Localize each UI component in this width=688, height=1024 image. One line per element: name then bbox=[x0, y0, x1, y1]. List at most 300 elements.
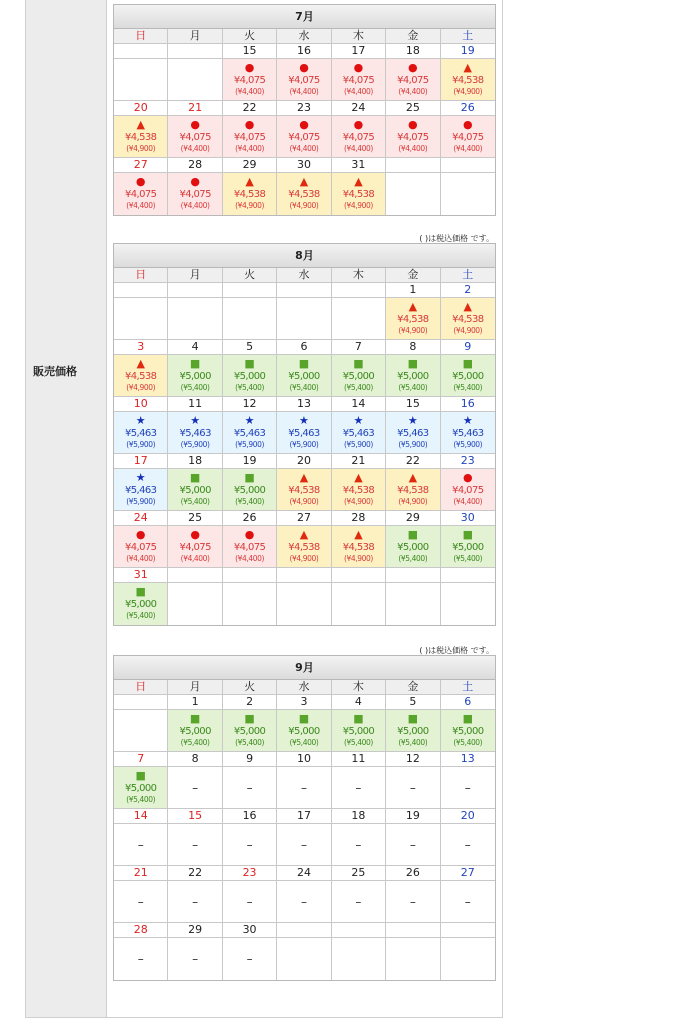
day-number: 25 bbox=[386, 101, 440, 116]
day-number: 24 bbox=[277, 866, 331, 881]
day-number: 17 bbox=[277, 809, 331, 824]
day-cell-unavailable bbox=[168, 767, 222, 809]
triangle-icon: ▲ bbox=[463, 61, 472, 74]
day-number: 5 bbox=[386, 695, 440, 710]
day-price-cell[interactable] bbox=[223, 59, 277, 101]
price-with-tax: (¥4,400) bbox=[289, 144, 319, 153]
price: ¥5,463 bbox=[233, 428, 266, 439]
star-icon: ★ bbox=[299, 414, 309, 427]
square-icon: ■ bbox=[353, 712, 364, 725]
price: ¥4,075 bbox=[452, 132, 484, 143]
day-number: 22 bbox=[168, 866, 222, 881]
day-number: 23 bbox=[441, 454, 495, 469]
square-icon: ■ bbox=[135, 585, 146, 598]
day-number: 1 bbox=[168, 695, 222, 710]
price-with-tax: (¥5,400) bbox=[180, 383, 210, 392]
day-number: 16 bbox=[441, 397, 495, 412]
day-number: 28 bbox=[168, 158, 222, 173]
price: ¥4,075 bbox=[288, 75, 320, 86]
empty-cell bbox=[332, 583, 386, 625]
circle-icon: ● bbox=[135, 528, 146, 541]
day-price-cell[interactable] bbox=[386, 298, 440, 340]
empty-day bbox=[223, 283, 277, 298]
empty-day bbox=[441, 923, 495, 938]
day-price-cell[interactable] bbox=[277, 710, 331, 752]
week-row bbox=[114, 866, 495, 923]
day-cell-unavailable bbox=[114, 938, 168, 980]
price-with-tax: (¥4,400) bbox=[453, 497, 483, 506]
day-price-cell[interactable] bbox=[386, 469, 440, 511]
tax-note: ( )は税込価格 です。 bbox=[419, 234, 494, 243]
price: ¥5,000 bbox=[233, 726, 266, 737]
triangle-icon: ▲ bbox=[408, 300, 418, 313]
price: ¥5,463 bbox=[179, 428, 211, 439]
day-number: 3 bbox=[114, 340, 168, 355]
price: ¥4,075 bbox=[452, 485, 484, 496]
price-with-tax: (¥4,400) bbox=[235, 87, 265, 96]
price-with-tax: (¥4,900) bbox=[235, 201, 265, 210]
day-number: 18 bbox=[168, 454, 222, 469]
square-icon: ■ bbox=[135, 769, 146, 782]
tax-note: ( )は税込価格 です。 bbox=[419, 646, 494, 655]
star-icon: ★ bbox=[462, 414, 473, 427]
day-number: 15 bbox=[223, 44, 277, 59]
price-with-tax: (¥4,900) bbox=[289, 554, 319, 563]
price-with-tax: (¥5,400) bbox=[398, 383, 428, 392]
day-price-cell[interactable] bbox=[386, 355, 440, 397]
day-price-cell[interactable] bbox=[223, 116, 277, 158]
price-with-tax: (¥5,400) bbox=[289, 383, 319, 392]
day-price-cell[interactable] bbox=[332, 412, 386, 454]
day-number: 26 bbox=[386, 866, 440, 881]
triangle-icon: ▲ bbox=[136, 357, 145, 370]
day-price-cell[interactable] bbox=[168, 116, 222, 158]
day-price-cell[interactable] bbox=[332, 469, 386, 511]
day-number: 11 bbox=[332, 752, 386, 767]
day-price-cell[interactable] bbox=[386, 526, 440, 568]
square-icon: ■ bbox=[407, 712, 419, 725]
price-with-tax: (¥5,400) bbox=[343, 738, 373, 747]
day-cell-unavailable bbox=[168, 824, 222, 866]
day-price-cell[interactable] bbox=[386, 116, 440, 158]
day-price-cell[interactable] bbox=[332, 116, 386, 158]
empty-day bbox=[277, 283, 331, 298]
square-icon: ■ bbox=[298, 357, 310, 370]
circle-icon: ● bbox=[190, 118, 200, 131]
day-price-cell[interactable] bbox=[332, 526, 386, 568]
price: ¥4,075 bbox=[125, 542, 157, 553]
day-price-cell[interactable] bbox=[168, 710, 222, 752]
price: ¥4,538 bbox=[452, 75, 484, 86]
price-with-tax: (¥4,400) bbox=[126, 201, 156, 210]
empty-day bbox=[386, 923, 440, 938]
weekday-label: 土 bbox=[441, 680, 495, 695]
unavailable-dash: – bbox=[246, 952, 253, 966]
weekday-label: 木 bbox=[332, 680, 386, 695]
empty-day bbox=[332, 283, 386, 298]
day-price-cell[interactable] bbox=[441, 59, 495, 101]
day-number: 14 bbox=[114, 809, 168, 824]
day-number: 22 bbox=[223, 101, 277, 116]
empty-day bbox=[441, 568, 495, 583]
empty-cell bbox=[386, 173, 440, 215]
day-price-cell[interactable] bbox=[168, 469, 222, 511]
price: ¥4,075 bbox=[233, 75, 266, 86]
price: ¥4,538 bbox=[288, 485, 320, 496]
day-price-cell[interactable] bbox=[223, 710, 277, 752]
day-price-cell[interactable] bbox=[114, 767, 168, 809]
empty-cell bbox=[441, 583, 495, 625]
price: ¥5,000 bbox=[179, 485, 211, 496]
weekday-label: 金 bbox=[386, 268, 440, 283]
day-price-cell[interactable] bbox=[332, 710, 386, 752]
week-row bbox=[114, 340, 495, 397]
empty-day bbox=[168, 44, 222, 59]
day-price-cell[interactable] bbox=[441, 526, 495, 568]
circle-icon: ● bbox=[244, 118, 255, 131]
price: ¥5,000 bbox=[288, 726, 320, 737]
day-number: 9 bbox=[223, 752, 277, 767]
square-icon: ■ bbox=[353, 357, 364, 370]
empty-day bbox=[223, 568, 277, 583]
day-number: 2 bbox=[223, 695, 277, 710]
price: ¥5,000 bbox=[125, 783, 157, 794]
triangle-icon: ▲ bbox=[136, 118, 145, 131]
day-number: 30 bbox=[223, 923, 277, 938]
price: ¥5,463 bbox=[397, 428, 429, 439]
day-price-cell[interactable] bbox=[223, 526, 277, 568]
empty-day bbox=[386, 568, 440, 583]
price-with-tax: (¥4,900) bbox=[398, 497, 428, 506]
circle-icon: ● bbox=[353, 61, 364, 74]
price: ¥4,538 bbox=[288, 542, 320, 553]
price: ¥5,000 bbox=[452, 371, 484, 382]
price: ¥5,000 bbox=[397, 542, 429, 553]
empty-cell bbox=[441, 938, 495, 980]
day-number: 17 bbox=[114, 454, 168, 469]
empty-cell bbox=[168, 298, 222, 340]
price-with-tax: (¥5,900) bbox=[126, 440, 156, 449]
day-number: 20 bbox=[441, 809, 495, 824]
unavailable-dash: – bbox=[300, 838, 307, 852]
empty-cell bbox=[277, 938, 331, 980]
day-price-cell[interactable] bbox=[441, 710, 495, 752]
weekday-label: 木 bbox=[332, 29, 386, 44]
empty-day bbox=[114, 44, 168, 59]
price-with-tax: (¥5,400) bbox=[235, 738, 265, 747]
circle-icon: ● bbox=[190, 528, 200, 541]
day-cell-unavailable bbox=[441, 767, 495, 809]
empty-day bbox=[277, 568, 331, 583]
empty-day bbox=[114, 695, 168, 710]
unavailable-dash: – bbox=[137, 895, 144, 909]
empty-day bbox=[332, 923, 386, 938]
day-number: 15 bbox=[168, 809, 222, 824]
price: ¥5,000 bbox=[233, 485, 266, 496]
price-with-tax: (¥4,400) bbox=[453, 144, 483, 153]
day-number: 3 bbox=[277, 695, 331, 710]
day-number: 2 bbox=[441, 283, 495, 298]
weekday-label: 月 bbox=[168, 268, 222, 283]
price: ¥5,000 bbox=[342, 371, 375, 382]
unavailable-dash: – bbox=[464, 838, 471, 852]
price-with-tax: (¥4,400) bbox=[398, 144, 428, 153]
star-icon: ★ bbox=[407, 414, 418, 427]
price-with-tax: (¥5,900) bbox=[180, 440, 210, 449]
day-price-cell[interactable] bbox=[168, 173, 222, 215]
day-number: 21 bbox=[114, 866, 168, 881]
price: ¥4,538 bbox=[397, 485, 429, 496]
day-number: 27 bbox=[114, 158, 168, 173]
day-price-cell[interactable] bbox=[332, 355, 386, 397]
price-with-tax: (¥4,900) bbox=[343, 201, 373, 210]
triangle-icon: ▲ bbox=[463, 300, 472, 313]
price-with-tax: (¥5,400) bbox=[180, 497, 210, 506]
day-price-cell[interactable] bbox=[223, 173, 277, 215]
unavailable-dash: – bbox=[409, 838, 416, 852]
price-with-tax: (¥5,400) bbox=[398, 554, 428, 563]
price-with-tax: (¥5,400) bbox=[453, 738, 483, 747]
empty-cell bbox=[441, 173, 495, 215]
price-with-tax: (¥4,400) bbox=[235, 144, 265, 153]
day-number: 30 bbox=[441, 511, 495, 526]
empty-cell bbox=[223, 583, 277, 625]
week-row bbox=[114, 454, 495, 511]
price-with-tax: (¥4,400) bbox=[343, 144, 373, 153]
square-icon: ■ bbox=[407, 528, 419, 541]
square-icon: ■ bbox=[189, 357, 201, 370]
circle-icon: ● bbox=[299, 118, 309, 131]
day-price-cell[interactable] bbox=[114, 116, 168, 158]
weekday-label: 金 bbox=[386, 680, 440, 695]
table-border-right bbox=[502, 0, 503, 1018]
price-with-tax: (¥5,400) bbox=[398, 738, 428, 747]
circle-icon: ● bbox=[244, 61, 255, 74]
price: ¥5,000 bbox=[452, 726, 484, 737]
price-with-tax: (¥4,400) bbox=[180, 144, 210, 153]
day-cell-unavailable bbox=[277, 767, 331, 809]
day-price-cell[interactable] bbox=[114, 469, 168, 511]
square-icon: ■ bbox=[244, 471, 255, 484]
day-price-cell[interactable] bbox=[386, 59, 440, 101]
day-cell-unavailable bbox=[386, 881, 440, 923]
unavailable-dash: – bbox=[192, 781, 199, 795]
unavailable-dash: – bbox=[355, 781, 362, 795]
price: ¥5,000 bbox=[233, 371, 266, 382]
weekday-label: 金 bbox=[386, 29, 440, 44]
day-price-cell[interactable] bbox=[114, 173, 168, 215]
empty-day bbox=[441, 158, 495, 173]
star-icon: ★ bbox=[353, 414, 364, 427]
day-price-cell[interactable] bbox=[386, 412, 440, 454]
price-with-tax: (¥4,900) bbox=[126, 144, 156, 153]
price: ¥5,000 bbox=[179, 726, 211, 737]
unavailable-dash: – bbox=[137, 838, 144, 852]
day-number: 20 bbox=[277, 454, 331, 469]
empty-cell bbox=[277, 583, 331, 625]
price: ¥4,075 bbox=[179, 542, 211, 553]
day-price-cell[interactable] bbox=[277, 526, 331, 568]
price-with-tax: (¥4,900) bbox=[453, 87, 483, 96]
empty-day bbox=[168, 568, 222, 583]
day-number: 25 bbox=[168, 511, 222, 526]
day-price-cell[interactable] bbox=[277, 412, 331, 454]
day-number: 21 bbox=[332, 454, 386, 469]
day-number: 24 bbox=[114, 511, 168, 526]
day-price-cell[interactable] bbox=[277, 116, 331, 158]
day-number: 13 bbox=[441, 752, 495, 767]
unavailable-dash: – bbox=[355, 895, 362, 909]
unavailable-dash: – bbox=[300, 781, 307, 795]
calendar-july bbox=[113, 4, 496, 216]
empty-cell bbox=[386, 583, 440, 625]
unavailable-dash: – bbox=[300, 895, 307, 909]
price: ¥4,538 bbox=[233, 189, 266, 200]
day-number: 12 bbox=[223, 397, 277, 412]
price-with-tax: (¥5,400) bbox=[235, 497, 265, 506]
day-price-cell[interactable] bbox=[332, 173, 386, 215]
price: ¥4,075 bbox=[397, 75, 429, 86]
day-cell-unavailable bbox=[114, 881, 168, 923]
price-with-tax: (¥5,400) bbox=[126, 795, 156, 804]
day-number: 18 bbox=[332, 809, 386, 824]
price: ¥4,075 bbox=[179, 132, 211, 143]
day-number: 29 bbox=[223, 158, 277, 173]
price-with-tax: (¥4,400) bbox=[126, 554, 156, 563]
price-with-tax: (¥5,400) bbox=[343, 383, 373, 392]
price: ¥5,463 bbox=[125, 485, 157, 496]
month-title: 7月 bbox=[114, 5, 495, 29]
price-with-tax: (¥5,900) bbox=[289, 440, 319, 449]
price: ¥4,075 bbox=[342, 132, 375, 143]
day-price-cell[interactable] bbox=[277, 355, 331, 397]
day-number: 22 bbox=[386, 454, 440, 469]
sales-price-label: 販売価格 bbox=[33, 365, 77, 378]
price-with-tax: (¥4,400) bbox=[343, 87, 373, 96]
triangle-icon: ▲ bbox=[354, 471, 363, 484]
day-number: 31 bbox=[332, 158, 386, 173]
price: ¥4,538 bbox=[125, 371, 157, 382]
weekday-label: 月 bbox=[168, 29, 222, 44]
day-number: 23 bbox=[277, 101, 331, 116]
price: ¥5,000 bbox=[452, 542, 484, 553]
price: ¥5,463 bbox=[125, 428, 157, 439]
weekday-label: 水 bbox=[277, 29, 331, 44]
price: ¥5,000 bbox=[179, 371, 211, 382]
price-with-tax: (¥4,400) bbox=[289, 87, 319, 96]
unavailable-dash: – bbox=[246, 838, 253, 852]
day-number: 21 bbox=[168, 101, 222, 116]
unavailable-dash: – bbox=[137, 952, 144, 966]
day-cell-unavailable bbox=[441, 824, 495, 866]
price: ¥5,463 bbox=[288, 428, 320, 439]
price: ¥4,538 bbox=[342, 189, 375, 200]
price-with-tax: (¥4,900) bbox=[343, 554, 373, 563]
day-number: 13 bbox=[277, 397, 331, 412]
price-with-tax: (¥5,400) bbox=[289, 738, 319, 747]
price-with-tax: (¥4,400) bbox=[180, 201, 210, 210]
price-with-tax: (¥4,400) bbox=[180, 554, 210, 563]
price: ¥4,075 bbox=[288, 132, 320, 143]
day-price-cell[interactable] bbox=[114, 526, 168, 568]
empty-day bbox=[386, 158, 440, 173]
day-price-cell[interactable] bbox=[441, 116, 495, 158]
unavailable-dash: – bbox=[192, 838, 199, 852]
day-price-cell[interactable] bbox=[223, 412, 277, 454]
day-price-cell[interactable] bbox=[223, 469, 277, 511]
day-number: 4 bbox=[168, 340, 222, 355]
day-price-cell[interactable] bbox=[277, 173, 331, 215]
weekday-header-row bbox=[114, 29, 495, 44]
circle-icon: ● bbox=[462, 118, 473, 131]
day-number: 1 bbox=[386, 283, 440, 298]
day-number: 25 bbox=[332, 866, 386, 881]
price-with-tax: (¥5,400) bbox=[126, 611, 156, 620]
price-with-tax: (¥5,900) bbox=[398, 440, 428, 449]
weekday-label: 日 bbox=[114, 268, 168, 283]
day-cell-unavailable bbox=[277, 881, 331, 923]
day-price-cell[interactable] bbox=[168, 412, 222, 454]
day-price-cell[interactable] bbox=[168, 355, 222, 397]
price: ¥4,075 bbox=[233, 542, 266, 553]
day-price-cell[interactable] bbox=[223, 355, 277, 397]
day-number: 19 bbox=[386, 809, 440, 824]
square-icon: ■ bbox=[462, 528, 473, 541]
price: ¥5,463 bbox=[452, 428, 484, 439]
day-price-cell[interactable] bbox=[386, 710, 440, 752]
day-price-cell[interactable] bbox=[277, 59, 331, 101]
week-row bbox=[114, 158, 495, 215]
day-price-cell[interactable] bbox=[441, 469, 495, 511]
day-price-cell[interactable] bbox=[168, 526, 222, 568]
day-number: 17 bbox=[332, 44, 386, 59]
day-price-cell[interactable] bbox=[114, 355, 168, 397]
price-with-tax: (¥4,400) bbox=[398, 87, 428, 96]
day-price-cell[interactable] bbox=[114, 583, 168, 625]
price-with-tax: (¥4,900) bbox=[289, 497, 319, 506]
weekday-label: 火 bbox=[223, 268, 277, 283]
unavailable-dash: – bbox=[355, 838, 362, 852]
day-number: 16 bbox=[223, 809, 277, 824]
price: ¥5,000 bbox=[288, 371, 320, 382]
week-row bbox=[114, 923, 495, 980]
price: ¥5,463 bbox=[342, 428, 375, 439]
empty-cell bbox=[114, 59, 168, 101]
day-number: 19 bbox=[223, 454, 277, 469]
weekday-label: 水 bbox=[277, 680, 331, 695]
label-column bbox=[25, 0, 107, 1018]
day-number: 7 bbox=[332, 340, 386, 355]
day-cell-unavailable bbox=[386, 824, 440, 866]
day-price-cell[interactable] bbox=[441, 355, 495, 397]
day-price-cell[interactable] bbox=[114, 412, 168, 454]
week-row bbox=[114, 283, 495, 340]
weekday-label: 月 bbox=[168, 680, 222, 695]
empty-cell bbox=[168, 59, 222, 101]
day-cell-unavailable bbox=[223, 767, 277, 809]
week-row bbox=[114, 511, 495, 568]
day-price-cell[interactable] bbox=[441, 412, 495, 454]
day-price-cell[interactable] bbox=[332, 59, 386, 101]
star-icon: ★ bbox=[135, 471, 146, 484]
day-price-cell[interactable] bbox=[441, 298, 495, 340]
empty-day bbox=[332, 568, 386, 583]
triangle-icon: ▲ bbox=[408, 471, 418, 484]
table-border-bottom bbox=[107, 1017, 503, 1018]
empty-cell bbox=[114, 710, 168, 752]
day-price-cell[interactable] bbox=[277, 469, 331, 511]
day-cell-unavailable bbox=[277, 824, 331, 866]
